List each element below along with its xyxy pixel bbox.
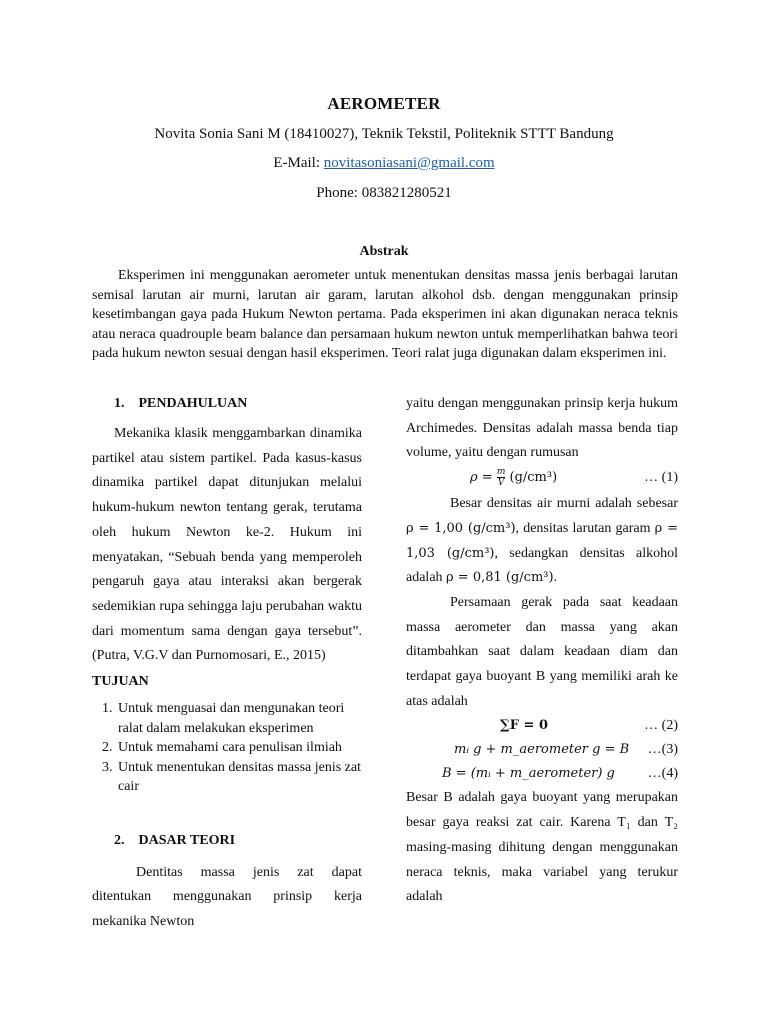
density-formula: ρ = $\frac{m}{V}$ (g/cm³) [470,467,558,489]
equation-4 [406,762,678,786]
rho-water: ρ = 1,00 (g/cm³) [406,520,516,536]
text-span: . [553,570,558,586]
text-span: , densitas larutan garam [515,520,655,536]
section-2-paragraph: Dentitas massa jenis zat dapat ditentukan menggunakan prinsip kerja mekanika Newton [92,864,362,929]
goals-list [92,699,362,797]
right-paragraph-2 [406,492,678,591]
tujuan-heading: TUJUAN [92,674,149,690]
right-paragraph-3: Persamaan gerak pada saat keadaan massa aerometer dan massa yang akan ditambahkan saat dalam keadaan diam dan terdapat gaya buoyant B yang memiliki arah ke atas adalah [406,594,678,709]
equation-2 [406,714,678,738]
equation-4-number: …(4) [647,766,678,782]
section-1-paragraph: Mekanika klasik menggambarkan dinamika partikel atau sistem partikel. Pada kasus-kasus dinamika partikel dapat ditunjukan melalui hukum-hukum newton tentang gerak, terutama oleh hukum Newton ke-2. Hukum ini menyatakan, “Sebuah benda yang memperoleh pengaruh gaya atau interaksi akan bergerak sedemikian rupa sehingga laju perubahan waktu dari momentum sama dengan gaya tersebut”. (Putra, V.G.V dan Purnomosari, E., 2015) [92,426,362,664]
equation-2-number: … (2) [644,718,678,734]
equation-1 [406,466,678,492]
abstract-text: Eksperimen ini menggunakan aerometer untuk menentukan densitas massa jenis berbagai larutan semisal larutan air murni, larutan air garam, larutan alkohol dsb. dengan menggunakan prinsip kesetimbangan gaya pada Hukum Newton pertama. Pada eksperimen ini akan digunakan neraca teknis atau neraca quadrouple beam balance dan persamaan hukum newton untuk memperlihatkan bahwa teori pada hukum newton sesuai dengan hasil eksperimen. Teori ralat juga digunakan dalam eksperimen ini. [92,268,678,361]
right-paragraph-4: Besar B adalah gaya buoyant yang merupakan besar gaya reaksi zat cair. Karena T₁ dan T₂ masing-masing dihitung dengan menggunakan neraca teknis, maka variabel yang terukur adalah [406,790,678,905]
email-line [0,155,768,172]
equation-3-expr: mᵢ g + m_aerometer g = B [454,742,630,758]
goal-item: 1. Untuk menguasai dan mengunakan teori ralat dalam melakukan eksperimen [116,699,362,738]
phone-line: Phone: 083821280521 [316,185,452,201]
equation-4-expr: B = (mᵢ + m_aerometer) g [442,766,615,782]
goal-item: 3. Untuk menentukan densitas massa jenis zat cair [116,758,362,797]
text-span: , sedangkan densitas alkohol adalah [406,545,678,586]
email-label: E-Mail: [273,155,324,171]
left-column [92,396,362,935]
fraction-m-over-v: $\frac{m}{V}$ [496,467,506,489]
email-link[interactable]: novitasoniasani@gmail.com [323,155,495,171]
equation-1-number: … (1) [644,470,678,486]
rho-salt: ρ = 1,03 (g/cm³) [406,520,679,561]
goal-item: 2. Untuk memahami cara penulisan ilmiah [116,738,362,758]
right-paragraph-1: yaitu dengan menggunakan prinsip kerja hukum Archimedes. Densitas adalah massa benda tiap volume, yaitu dengan rumusan [406,396,678,461]
paper-title: AEROMETER [327,94,441,113]
abstract-heading: Abstrak [359,244,409,259]
author-line: Novita Sonia Sani M (18410027), Teknik Tekstil, Politeknik STTT Bandung [154,126,614,142]
section-2-heading: 2. DASAR TEORI [114,832,236,848]
equation-2-expr: ∑F = 0 [500,718,549,734]
text-span: Besar densitas air murni adalah sebesar [450,496,678,512]
section-1-heading: 1. PENDAHULUAN [114,396,248,411]
right-column [406,396,678,910]
equation-3-number: …(3) [647,742,678,758]
rho-alcohol: ρ = 0,81 (g/cm³) [446,570,554,586]
equation-3 [406,738,678,762]
